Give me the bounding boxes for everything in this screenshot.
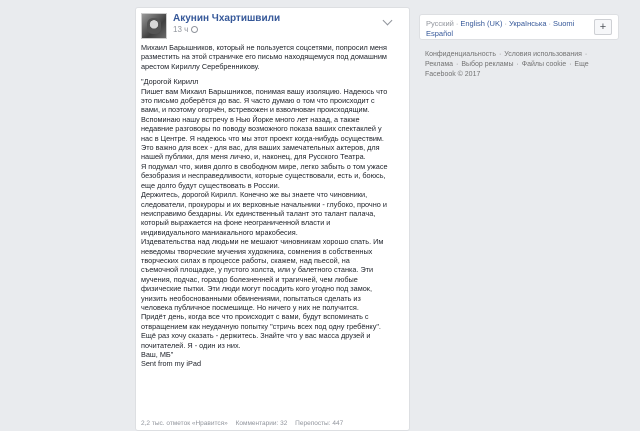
letter-line: почитателей. Я - один из них. <box>141 340 241 350</box>
letter-line: физические пытки. Эти люди могут посадить кого угодно под замок, <box>141 284 372 294</box>
letter-line: съемочной площадке, у пустого холста, или у балетного станка. Эти <box>141 265 374 275</box>
letter-line: унизить необоснованными обвинениями, попытаться сделать из <box>141 293 361 303</box>
author-name[interactable]: Акунин Чхартишвили <box>173 13 281 24</box>
letter-line: недавние разговоры по поводу возможного показа ваших спектаклей у <box>141 124 382 134</box>
post-time[interactable] <box>173 25 198 34</box>
footer-link[interactable]: Файлы cookie <box>521 61 567 68</box>
shares-count[interactable]: Перепосты: 447 <box>295 420 344 427</box>
letter-line: мучения, подчас, гораздо болезненней и трагичней, чем любые <box>141 274 358 284</box>
footer-link[interactable]: Условия использования <box>504 51 582 58</box>
separator: · <box>548 19 552 28</box>
separator: · <box>454 61 461 68</box>
letter-line: Держитесь, дорогой Кирилл. Конечно же вы знаете что чиновники, <box>141 190 368 200</box>
post-stats <box>141 420 403 427</box>
post-intro: Михаил Барышников, который не пользуется соцсетями, попросил меня разместить на этой страничке его письмо находящемуся под домашним арестом Кириллу Серебренникову. <box>141 43 387 71</box>
post-card <box>135 7 410 431</box>
footer-link[interactable]: Выбор рекламы <box>461 61 514 68</box>
separator: · <box>497 51 504 58</box>
letter-line: который выражается на фоне неограниченной власти и <box>141 218 331 228</box>
letter-line: Sent from my iPad <box>141 359 202 369</box>
letter-line: Пишет вам Михаил Барышников, понимая вашу изоляцию. Надеюсь что <box>141 86 388 96</box>
letter-line: отвращением как неудачную попытку "стричь всех под одну гребёнку". <box>141 321 381 331</box>
footer-link[interactable]: Реклама <box>425 61 454 68</box>
letter-line: человека публичное посмешище. Но ничего у них не получится. <box>141 302 359 312</box>
language-option[interactable]: Español <box>426 29 454 38</box>
chevron-down-icon[interactable] <box>383 16 393 26</box>
language-option[interactable]: Suomi <box>553 19 575 28</box>
letter-line: следователи, прокуроры и их верховные начальники - глубоко, прочно и <box>141 199 387 209</box>
post-header <box>141 13 401 43</box>
language-list <box>426 19 586 39</box>
copyright: Facebook © 2017 <box>425 71 481 78</box>
letter-line: Ваш, МБ" <box>141 350 174 359</box>
letter-line: "Дорогой Кирилл <box>141 77 199 87</box>
letter-text <box>141 77 403 369</box>
separator: · <box>455 19 459 28</box>
letter-line: Ещё раз хочу сказать - держитесь. Знайте что у вас масса друзей и <box>141 331 371 341</box>
separator: · <box>504 19 507 28</box>
comments-count[interactable]: Комментарии: 32 <box>235 420 288 427</box>
letter-line: это письмо доберётся до вас. Я часто думаю о том что происходит с <box>141 96 375 106</box>
separator: · <box>514 61 521 68</box>
separator: · <box>582 51 588 58</box>
footer-links <box>425 50 617 80</box>
language-option[interactable]: English (UK) <box>460 19 503 28</box>
add-language-button[interactable]: + <box>594 19 612 35</box>
letter-line: Придёт день, когда все что происходит с вами, будут вспоминать с <box>141 312 369 322</box>
letter-line: безобразия и несправедливости, которые существовали, есть и, боюсь, <box>141 171 386 181</box>
letter-line: нашей публики, для меня лично, и, наконец, для Русского Театра. <box>141 152 366 162</box>
likes-count[interactable]: 2,2 тыс. отметок «Нравится» <box>141 420 228 427</box>
letter-line: неисправимо бездарны. Их единственный талант это талант палача, <box>141 208 376 218</box>
letter-line: Это важно для всех - для вас, для ваших замечательных актеров, для <box>141 143 380 153</box>
letter-line: неведомы творческие мучения художника, сомнения в собственных <box>141 246 373 256</box>
post-text <box>141 43 403 369</box>
avatar[interactable] <box>141 13 167 39</box>
letter-line: Вспоминаю нашу встречу в Нью Йорке много лет назад, а также <box>141 114 360 124</box>
letter-line: еще долго будут существовать в России. <box>141 180 280 190</box>
footer-link[interactable]: Конфиденциальность <box>425 51 497 58</box>
letter-line: Я подумал что, живя долго в свободном мире, легко забыть о том ужасе <box>141 161 388 171</box>
letter-line: творческих силах в процессе работы, скажем, над пьесой, на <box>141 255 350 265</box>
letter-line: нас в Центре. Я надеюсь что мы этот проект когда-нибудь осуществим. <box>141 133 384 143</box>
language-option: Русский <box>426 19 454 28</box>
language-selector <box>419 14 619 40</box>
language-option[interactable]: Українська <box>508 19 547 28</box>
globe-icon <box>191 26 198 33</box>
letter-line: Издевательства над людьми не мешают чиновникам хорошо спать. Им <box>141 237 384 247</box>
separator: · <box>567 61 574 68</box>
footer-link[interactable]: Еще <box>574 61 589 68</box>
letter-line: вами, и поэтому огорчён, встревожен и взволнован происходящим. <box>141 105 370 115</box>
post-time-text: 13 ч <box>173 25 189 34</box>
letter-line: индивидуального маниакального мракобесия. <box>141 227 298 237</box>
